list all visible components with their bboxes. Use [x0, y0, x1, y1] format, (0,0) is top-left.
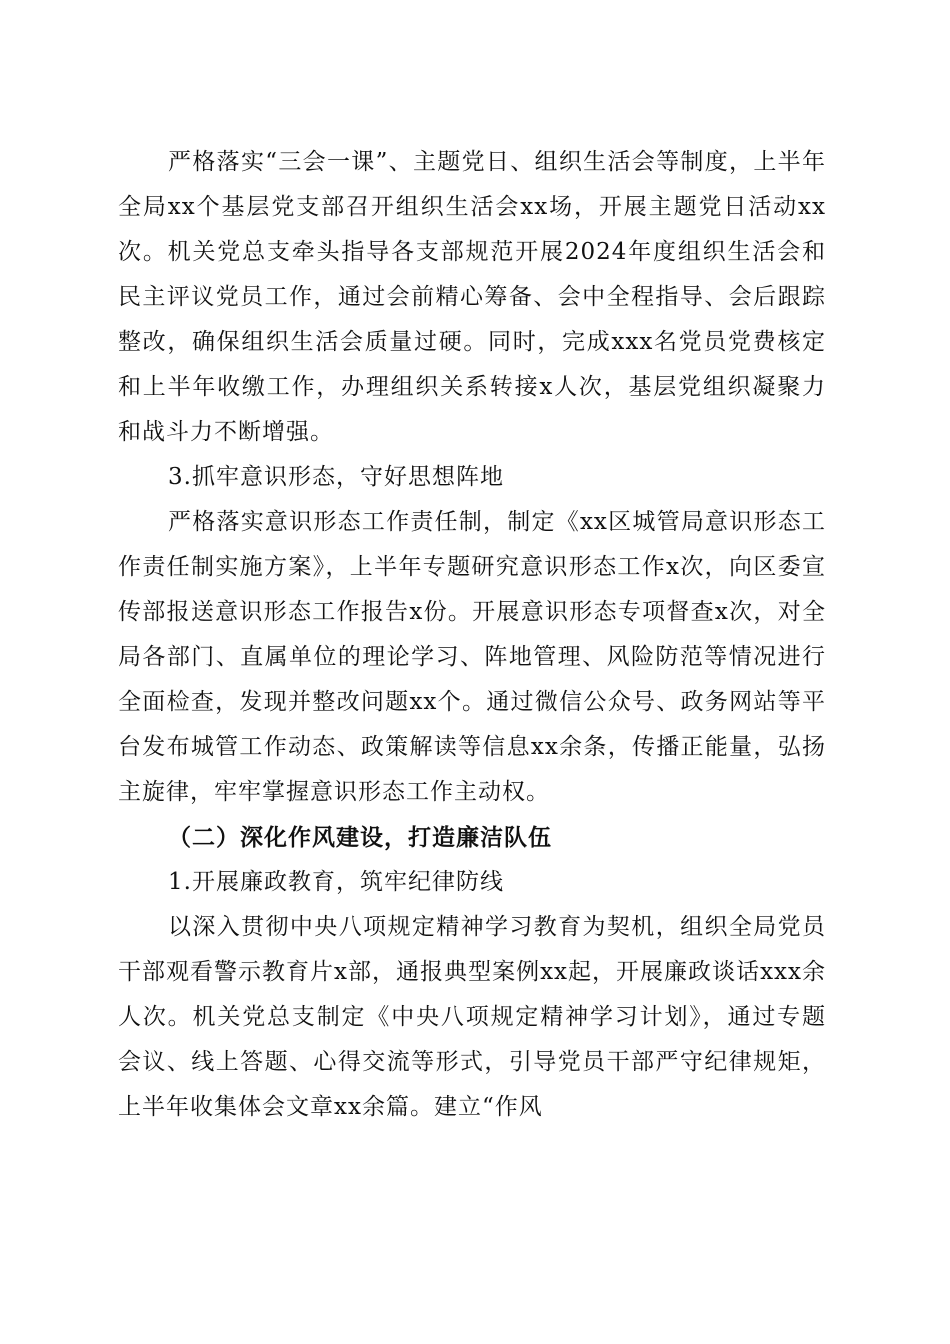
subheading-ideology: 3.抓牢意识形态，守好思想阵地 — [168, 464, 504, 490]
paragraph-integrity-education: 以深入贯彻中央八项规定精神学习教育为契机，组织全局党员干部观看警示教育片x部，通报典型案例xx起，开展廉政谈话xxx余人次。机关党总支制定《中央八项规定精神学习计划》，通过专题会议、线上答题、心得交流等形式，引导党员干部严守纪律规矩，上半年收集体会文章xx余篇。建立“作风 — [118, 914, 826, 1120]
subheading-integrity-education: 1.开展廉政教育，筑牢纪律防线 — [168, 869, 504, 895]
paragraph-organizational-life: 严格落实“三会一课”、主题党日、组织生活会等制度，上半年全局xx个基层党支部召开组织生活会xx场，开展主题党日活动xx次。机关党总支牵头指导各支部规范开展2024年度组织生活会和民主评议党员工作，通过会前精心筹备、会中全程指导、会后跟踪整改，确保组织生活会质量过硬。同时，完成xxx名党员党费核定和上半年收缴工作，办理组织关系转接x人次，基层党组织凝聚力和战斗力不断增强。 — [118, 149, 826, 445]
paragraph-ideology-work: 严格落实意识形态工作责任制，制定《xx区城管局意识形态工作责任制实施方案》，上半年专题研究意识形态工作x次，向区委宣传部报送意识形态工作报告x份。开展意识形态专项督查x次，对全局各部门、直属单位的理论学习、阵地管理、风险防范等情况进行全面检查，发现并整改问题xx个。通过微信公众号、政务网站等平台发布城管工作动态、政策解读等信息xx余条，传播正能量，弘扬主旋律，牢牢掌握意识形态工作主动权。 — [118, 509, 826, 805]
section-heading-work-style: （二）深化作风建设，打造廉洁队伍 — [168, 824, 552, 851]
document-body — [118, 140, 826, 1130]
